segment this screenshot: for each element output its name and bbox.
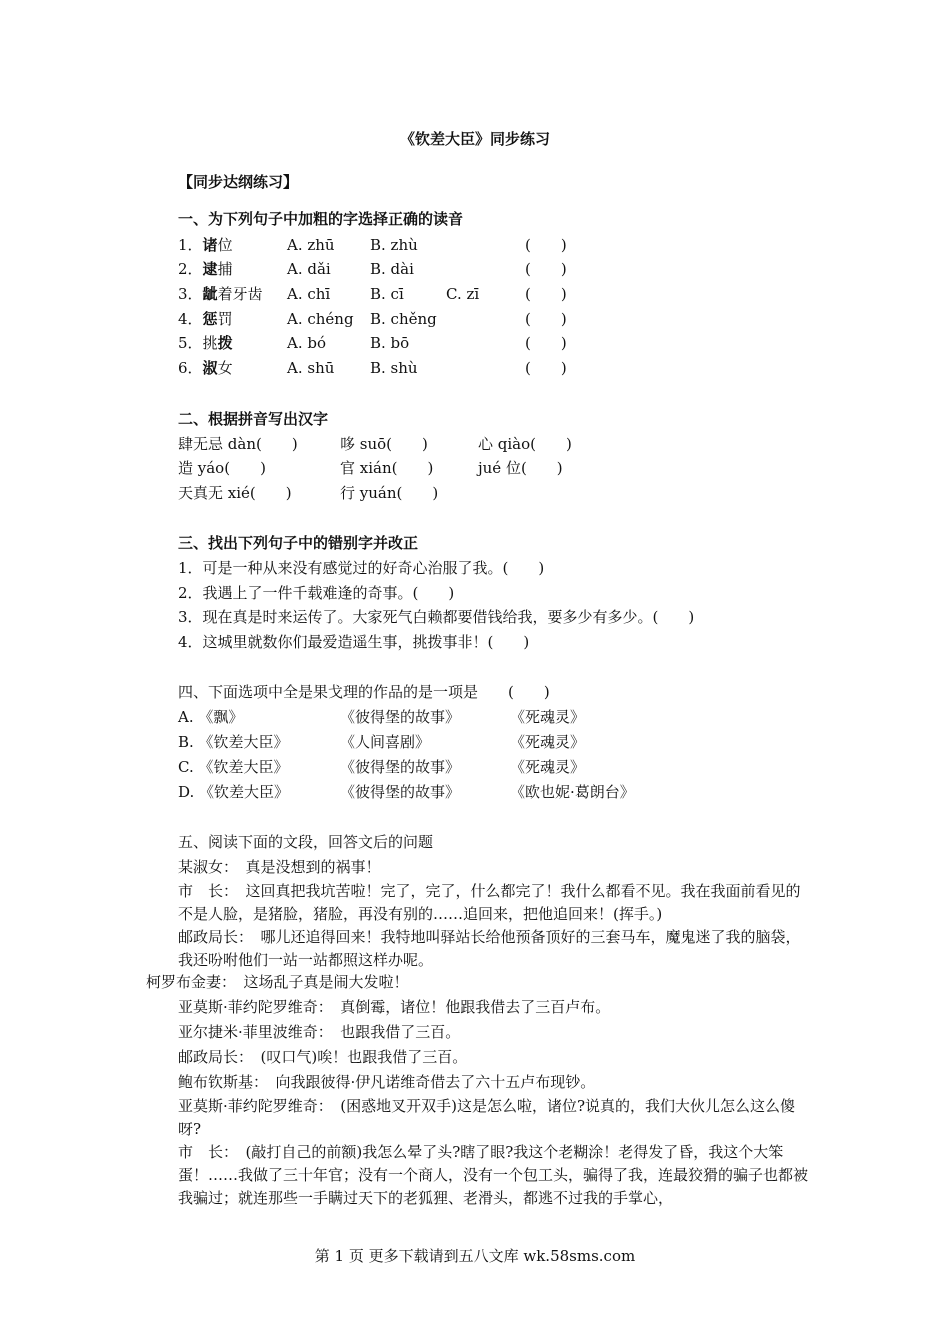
q5-line: 市 长： (敲打自己的前额)我怎么晕了头?瞎了眼?我这个老糊涂！老得发了昏，我这个大笨蛋！……我做了三十年官；没有一个商人，没有一个包工头，骗得了我，连最狡猾的骗子也都被我骗过；就连那些一手瞒过天下的老狐狸、老滑头，都逃不过我的手掌心， [178,1143,809,1207]
q1-option-b: B. cī [370,285,404,303]
q4-option: 《欧也妮·葛朗台》 [510,783,635,801]
q5-line: 柯罗布金妻： 这场乱子真是闹大发啦！ [146,973,409,991]
q1-answer-paren: ( ) [525,260,567,278]
q1-number: 4． [178,310,203,328]
q4-option: D. 《钦差大臣》 [178,783,290,801]
q1-option-a: A. shū [287,359,335,377]
q5-line: 邮政局长： 哪儿还追得回来！我特地叫驿站长给他预备顶好的三套马车，魔鬼迷了我的脑袋，我还吩咐他们一站一站都照这样办呢。 [178,928,801,969]
q4-option: A. 《飘》 [178,708,244,726]
q3-item: 1．可是一种从来没有感觉过的好奇心治服了我。( ) [178,559,545,577]
q5-line: 某淑女： 真是没想到的祸事！ [178,858,381,876]
q1-option-b: B. dài [370,260,414,278]
q1-number: 1． [178,236,203,254]
q1-word [178,259,233,279]
q3-item: 4．这城里就数你们最爱造遥生事，挑拨事非！( ) [178,633,530,651]
q1-answer-paren: ( ) [525,359,567,377]
q1-bold-char: 淑 [202,359,218,377]
q1-number: 5． [178,334,203,352]
q5-line: 鲍布钦斯基： 向我跟彼得·伊凡诺维奇借去了六十五卢布现钞。 [178,1073,596,1091]
q3-item: 2．我遇上了一件千载难逢的奇事。( ) [178,584,455,602]
q1-plain-char: 挑 [202,334,218,352]
q1-bold-char: 逮 [202,260,218,278]
q4-option: 《死魂灵》 [510,758,586,776]
q1-option-b: B. shù [370,359,418,377]
q2-cell: jué 位( ) [478,459,563,477]
q2-cell: 肆无忌 dàn( ) [178,435,298,453]
q1-option-b: B. zhù [370,236,418,254]
q1-option-b: B. chěng [370,310,437,328]
q1-number: 3． [178,285,203,303]
q1-bold-char: 龇 [202,285,218,303]
q4-option: 《死魂灵》 [510,733,586,751]
q2-cell: 行 yuán( ) [340,484,439,502]
q5-line: 邮政局长： (叹口气)唉！也跟我借了三百。 [178,1048,468,1066]
q1-option-a: A. zhū [287,236,335,254]
q2-cell: 心 qiào( ) [478,435,572,453]
q1-word [178,284,263,304]
q1-option-a: A. chéng [287,310,354,328]
q1-plain-char: 捕 [217,260,233,278]
q5-line: 市 长： 这回真把我坑苦啦！完了，完了，什么都完了！我什么都看不见。我在我面前看见的不是人脸，是猪脸，猪脸，再没有别的……追回来，把他追回来！(挥手。) [178,882,801,923]
q2-cell: 官 xián( ) [340,459,434,477]
q5-heading: 五、阅读下面的文段，回答文后的问题 [178,833,434,851]
q4-option: 《死魂灵》 [510,708,586,726]
q4-option: 《彼得堡的故事》 [340,758,461,776]
q1-number: 2． [178,260,203,278]
q1-answer-paren: ( ) [525,310,567,328]
q1-option-a: A. dǎi [287,260,331,278]
q5-line: 亚莫斯·菲约陀罗维奇： (困惑地叉开双手)这是怎么啦，诸位?说真的，我们大伙儿怎么这么傻呀? [178,1097,796,1138]
q1-word [178,235,233,255]
q1-option-a: A. bó [287,334,327,352]
q1-plain-char: 着牙齿 [217,285,263,303]
q1-number: 6． [178,359,203,377]
q4-option: C. 《钦差大臣》 [178,758,289,776]
q2-cell: 天真无 xié( ) [178,484,292,502]
q3-heading: 三、找出下列句子中的错别字并改正 [178,534,419,552]
q4-heading: 四、下面选项中全是果戈理的作品的是一项是 ( ) [178,683,550,701]
page-title: 《钦差大臣》同步练习 [399,130,550,148]
q1-word [178,358,233,378]
q1-option-c: C. zī [446,285,480,303]
q1-bold-char: 拨 [217,334,233,352]
q1-bold-char: 惩 [202,310,218,328]
q1-answer-paren: ( ) [525,236,567,254]
q1-answer-paren: ( ) [525,334,567,352]
q1-word [178,309,233,329]
q4-option: 《人间喜剧》 [340,733,431,751]
q1-bold-char: 诸 [202,236,218,254]
q1-plain-char: 女 [217,359,233,377]
q4-option: B. 《钦差大臣》 [178,733,289,751]
q4-option: 《彼得堡的故事》 [340,708,461,726]
q1-heading: 一、为下列句子中加粗的字选择正确的读音 [178,210,464,228]
page-footer: 第 1 页 更多下载请到五八文库 wk.58sms.com [314,1247,636,1265]
q4-option: 《彼得堡的故事》 [340,783,461,801]
q1-answer-paren: ( ) [525,285,567,303]
q2-cell: 哆 suō( ) [340,435,428,453]
q2-heading: 二、根据拼音写出汉字 [178,410,329,428]
q1-plain-char: 罚 [217,310,233,328]
q3-item: 3．现在真是时来运传了。大家死气白赖都要借钱给我，要多少有多少。( ) [178,608,695,626]
q5-line: 亚莫斯·菲约陀罗维奇： 真倒霉，诸位！他跟我借去了三百卢布。 [178,998,611,1016]
q1-plain-char: 位 [217,236,233,254]
q1-word [178,333,233,353]
q1-option-b: B. bō [370,334,410,352]
q1-option-a: A. chī [287,285,331,303]
q5-line: 亚尔捷米·菲里波维奇： 也跟我借了三百。 [178,1023,461,1041]
section-heading: 【同步达纲练习】 [178,173,299,191]
q2-cell: 造 yáo( ) [178,459,266,477]
